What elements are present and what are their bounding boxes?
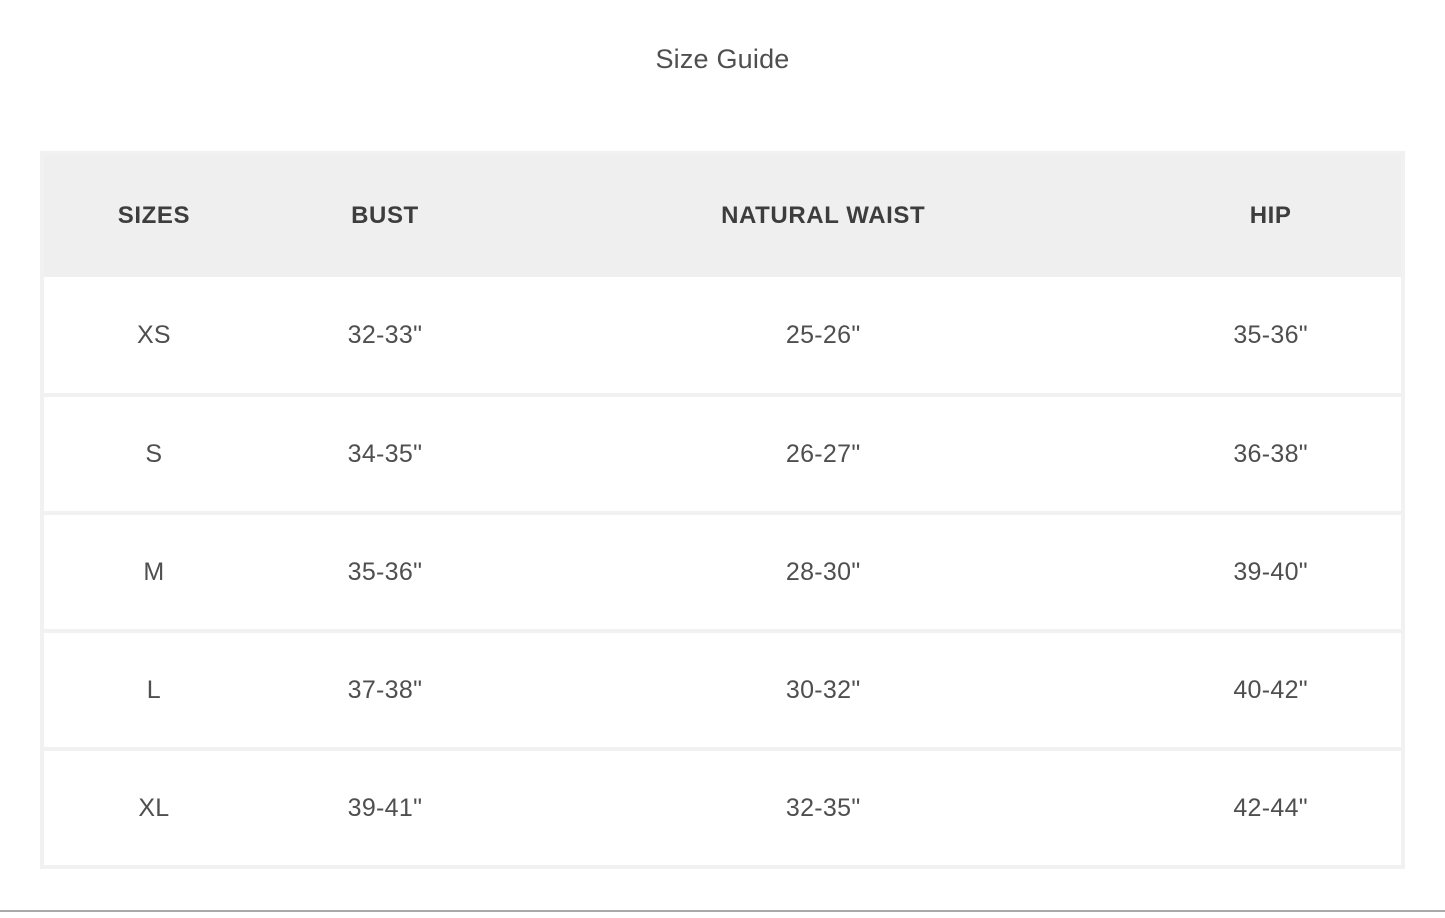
table-row <box>42 631 1403 749</box>
bust-cell: 37-38" <box>264 631 506 749</box>
natural-waist-cell: 32-35" <box>506 749 1140 867</box>
bust-cell: 35-36" <box>264 513 506 631</box>
table-row <box>42 395 1403 513</box>
bust-cell: 39-41" <box>264 749 506 867</box>
natural-waist-cell: 26-27" <box>506 395 1140 513</box>
hip-cell: 42-44" <box>1140 749 1403 867</box>
size-guide-table-container <box>40 151 1405 869</box>
natural-waist-cell: 30-32" <box>506 631 1140 749</box>
size-cell: XS <box>42 277 264 395</box>
hip-cell: 36-38" <box>1140 395 1403 513</box>
table-header-row <box>42 153 1403 277</box>
column-header-sizes: SIZES <box>42 153 264 277</box>
table-row <box>42 749 1403 867</box>
table-header <box>42 153 1403 277</box>
bust-cell: 32-33" <box>264 277 506 395</box>
hip-cell: 40-42" <box>1140 631 1403 749</box>
column-header-natural-waist: NATURAL WAIST <box>506 153 1140 277</box>
bust-cell: 34-35" <box>264 395 506 513</box>
column-header-bust: BUST <box>264 153 506 277</box>
size-cell: XL <box>42 749 264 867</box>
column-header-hip: HIP <box>1140 153 1403 277</box>
natural-waist-cell: 25-26" <box>506 277 1140 395</box>
hip-cell: 39-40" <box>1140 513 1403 631</box>
page-title: Size Guide <box>655 44 790 74</box>
size-cell: L <box>42 631 264 749</box>
size-cell: S <box>42 395 264 513</box>
table-row <box>42 277 1403 395</box>
table-body <box>42 277 1403 867</box>
natural-waist-cell: 28-30" <box>506 513 1140 631</box>
table-row <box>42 513 1403 631</box>
hip-cell: 35-36" <box>1140 277 1403 395</box>
bottom-divider <box>0 910 1445 912</box>
size-guide-table <box>40 151 1405 869</box>
size-cell: M <box>42 513 264 631</box>
